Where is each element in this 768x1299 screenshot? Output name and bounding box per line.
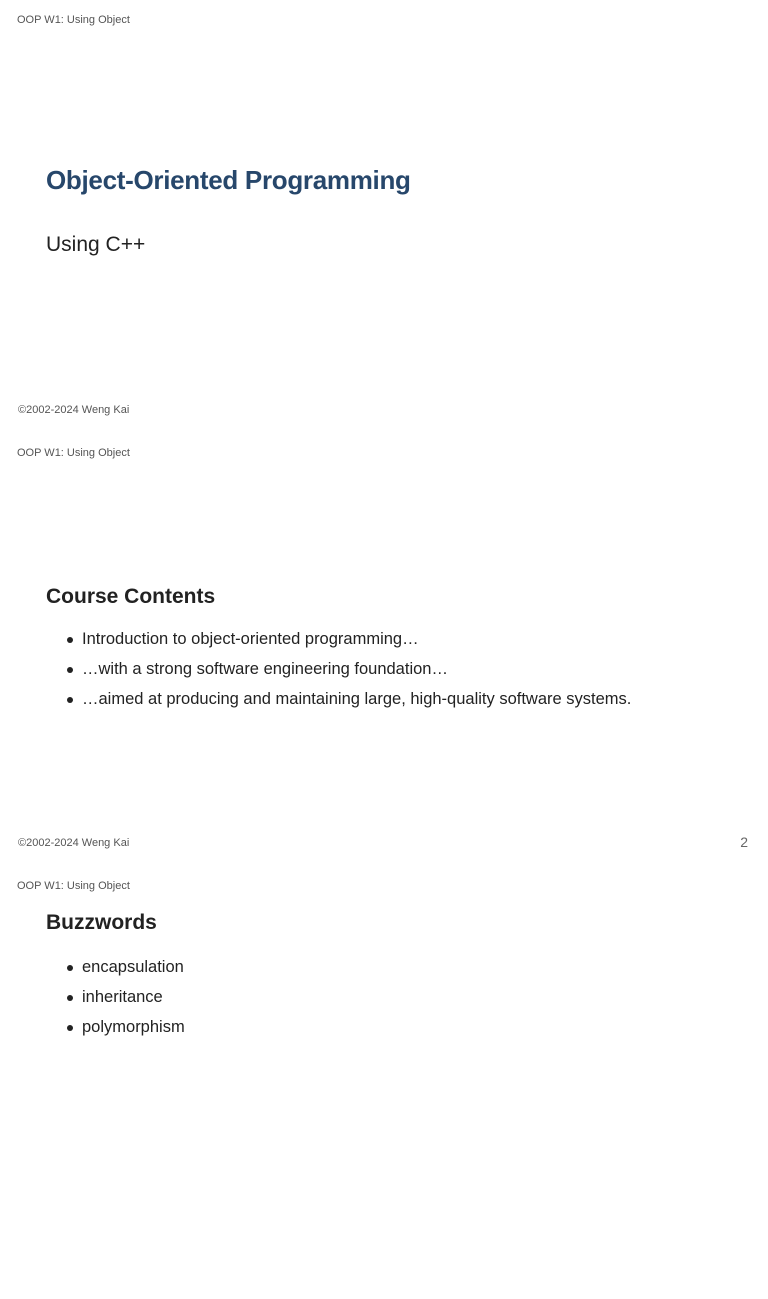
list-item (46, 629, 631, 659)
bullet-list (46, 629, 631, 719)
slide-footer-copyright: ©2002-2024 Weng Kai (18, 404, 130, 416)
bullet-list (46, 957, 185, 1047)
slide-course-contents (0, 433, 768, 866)
bullet-dot-icon (67, 667, 73, 673)
slide-buzzwords (0, 866, 768, 1299)
slide-header: OOP W1: Using Object (17, 14, 130, 26)
slide-footer-copyright: ©2002-2024 Weng Kai (18, 837, 130, 849)
bullet-dot-icon (67, 637, 73, 643)
slide-title-heading: Object-Oriented Programming (46, 165, 411, 195)
list-item (46, 659, 631, 689)
bullet-dot-icon (67, 995, 73, 1001)
list-item (46, 957, 185, 987)
bullet-dot-icon (67, 697, 73, 703)
slide-subtitle: Using C++ (46, 233, 146, 256)
list-item-text: Introduction to object-oriented programming… (82, 630, 419, 648)
slide-header: OOP W1: Using Object (17, 880, 130, 892)
list-item-text: polymorphism (82, 1018, 185, 1036)
slide-title (0, 0, 768, 433)
list-item (46, 689, 631, 719)
list-item-text: encapsulation (82, 958, 184, 976)
list-item (46, 1017, 185, 1047)
list-item-text: …aimed at producing and maintaining large, high-quality software systems. (82, 690, 632, 708)
section-heading: Course Contents (46, 585, 216, 608)
list-item-text: inheritance (82, 988, 163, 1006)
bullet-dot-icon (67, 1025, 73, 1031)
slide-header: OOP W1: Using Object (17, 447, 130, 459)
list-item (46, 987, 185, 1017)
page-number: 2 (740, 834, 748, 850)
section-heading: Buzzwords (46, 911, 157, 934)
bullet-dot-icon (67, 965, 73, 971)
list-item-text: …with a strong software engineering foundation… (82, 660, 448, 678)
